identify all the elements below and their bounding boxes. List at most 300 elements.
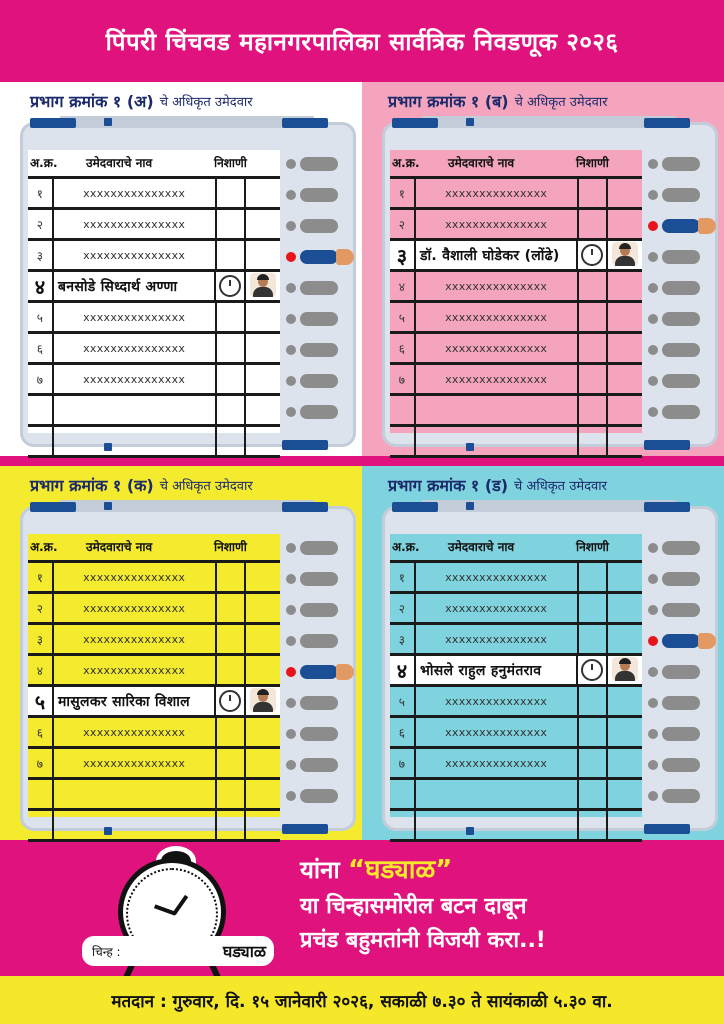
candidate-photo	[606, 427, 642, 455]
candidate-row	[390, 746, 642, 777]
candidate-name: xxxxxxxxxxxxxxx	[414, 210, 577, 238]
candidate-name: xxxxxxxxxxxxxxx	[52, 625, 215, 653]
candidate-name: भोसले राहुल हनुमंतराव	[414, 656, 576, 684]
candidate-photo	[606, 334, 642, 362]
candidate-photo	[606, 241, 642, 269]
vote-button-row	[644, 365, 718, 396]
candidate-name: xxxxxxxxxxxxxxx	[414, 334, 577, 362]
candidate-name: xxxxxxxxxxxxxxx	[414, 303, 577, 331]
indicator-light	[286, 574, 296, 584]
vote-button[interactable]	[300, 312, 338, 326]
candidate-symbol	[577, 334, 607, 362]
vote-button[interactable]	[300, 374, 338, 388]
vote-button-row	[644, 179, 718, 210]
vote-button-row	[644, 210, 718, 241]
candidate-name	[52, 780, 215, 808]
vote-button[interactable]	[300, 541, 338, 555]
candidate-number: ४	[398, 279, 406, 294]
candidate-name: xxxxxxxxxxxxxxx	[414, 563, 577, 591]
candidate-symbol	[214, 687, 244, 715]
indicator-light	[648, 252, 658, 262]
candidate-row	[28, 622, 280, 653]
candidate-row	[28, 591, 280, 622]
candidate-photo	[244, 334, 280, 362]
vote-button[interactable]	[300, 157, 338, 171]
vote-button[interactable]	[300, 343, 338, 357]
candidate-number: २	[36, 217, 44, 232]
ward-heading	[30, 82, 253, 120]
vote-button[interactable]	[300, 696, 338, 710]
vote-button-row	[282, 625, 356, 656]
header-symbol: निशाणी	[576, 540, 609, 554]
candidate-row-highlight	[28, 684, 280, 715]
candidate-row	[390, 207, 642, 238]
candidate-name: xxxxxxxxxxxxxxx	[414, 272, 577, 300]
indicator-light	[648, 543, 658, 553]
candidate-name: xxxxxxxxxxxxxxx	[414, 179, 577, 207]
indicator-light	[648, 407, 658, 417]
vote-button[interactable]	[300, 758, 338, 772]
candidate-row	[28, 653, 280, 684]
candidate-name: xxxxxxxxxxxxxxx	[52, 241, 215, 269]
candidate-row	[28, 808, 280, 842]
header-symbol: निशाणी	[214, 156, 247, 170]
clock-icon	[581, 659, 603, 681]
vote-button[interactable]	[662, 188, 700, 202]
ward-number: प्रभाग क्रमांक १ (ब)	[388, 92, 509, 111]
candidate-symbol	[577, 365, 607, 393]
ward-panel	[0, 82, 362, 456]
candidate-name: xxxxxxxxxxxxxxx	[52, 210, 215, 238]
candidate-number: १	[36, 570, 44, 585]
vote-button[interactable]	[662, 665, 700, 679]
candidate-number: ३	[36, 632, 44, 647]
vote-button[interactable]	[300, 603, 338, 617]
candidate-row	[390, 684, 642, 715]
clock-icon	[219, 275, 241, 297]
candidate-number: ६	[398, 725, 406, 740]
vote-button-row	[282, 365, 356, 396]
candidate-symbol	[215, 179, 245, 207]
vote-button-column	[644, 532, 718, 811]
candidate-name: xxxxxxxxxxxxxxx	[52, 594, 215, 622]
header-name: उमेदवाराचे नाव	[448, 540, 515, 554]
header-name: उमेदवाराचे नाव	[86, 156, 153, 170]
indicator-light	[286, 314, 296, 324]
candidate-row	[28, 746, 280, 777]
indicator-light	[286, 376, 296, 386]
vote-button[interactable]	[662, 727, 700, 741]
candidate-photo	[244, 718, 280, 746]
vote-button[interactable]	[662, 250, 700, 264]
candidate-symbol	[215, 594, 245, 622]
vote-button[interactable]	[300, 405, 338, 419]
vote-button-row	[282, 148, 356, 179]
candidate-symbol	[215, 811, 245, 839]
candidate-photo	[244, 594, 280, 622]
candidate-name	[52, 427, 215, 455]
ward-subtitle: चे अधिकृत उमेदवार	[159, 479, 253, 494]
candidate-photo	[606, 303, 642, 331]
candidate-symbol	[577, 749, 607, 777]
header-name: उमेदवाराचे नाव	[86, 540, 153, 554]
indicator-light	[286, 252, 296, 262]
ward-subtitle: चे अधिकृत उमेदवार	[514, 95, 608, 110]
appeal-symbol-name: “घड्याळ”	[348, 855, 453, 885]
ballot-sheet	[28, 150, 280, 433]
candidate-row	[28, 176, 280, 207]
vote-button-row	[282, 718, 356, 749]
vote-button[interactable]	[662, 405, 700, 419]
vote-button-row	[282, 272, 356, 303]
ballot-machine	[20, 122, 356, 447]
candidate-row	[28, 424, 280, 458]
candidate-symbol	[577, 594, 607, 622]
candidate-row	[390, 393, 642, 424]
candidate-photo	[606, 396, 642, 424]
indicator-light	[648, 636, 658, 646]
candidate-number: २	[398, 601, 406, 616]
vote-button[interactable]	[662, 789, 700, 803]
vote-button[interactable]	[662, 696, 700, 710]
vote-button-row	[644, 241, 718, 272]
candidate-row-highlight	[390, 238, 642, 269]
header-symbol: निशाणी	[214, 540, 247, 554]
header-name: उमेदवाराचे नाव	[448, 156, 515, 170]
vote-button[interactable]	[300, 219, 338, 233]
vote-button-row	[644, 780, 718, 811]
candidate-symbol	[215, 718, 245, 746]
indicator-light	[286, 667, 296, 677]
vote-button[interactable]	[662, 281, 700, 295]
pointing-hand-icon	[336, 664, 354, 680]
vote-button-row	[644, 532, 718, 563]
candidate-name: xxxxxxxxxxxxxxx	[414, 749, 577, 777]
indicator-light	[648, 667, 658, 677]
candidate-row-highlight	[390, 653, 642, 684]
candidate-row	[390, 622, 642, 653]
vote-button[interactable]	[300, 572, 338, 586]
candidate-photo	[244, 427, 280, 455]
candidate-symbol	[215, 625, 245, 653]
clock-icon	[219, 690, 241, 712]
vote-button[interactable]	[300, 634, 338, 648]
symbol-key: चिन्ह :	[92, 944, 121, 959]
indicator-light	[286, 190, 296, 200]
candidate-photo	[606, 272, 642, 300]
candidate-symbol	[215, 334, 245, 362]
ballot-header	[390, 150, 642, 174]
indicator-light	[648, 314, 658, 324]
ballot-header	[28, 534, 280, 558]
candidate-photo	[606, 811, 642, 839]
vote-button[interactable]	[662, 758, 700, 772]
candidate-name: xxxxxxxxxxxxxxx	[52, 365, 215, 393]
candidate-row	[28, 207, 280, 238]
candidate-number: ७	[398, 756, 406, 771]
vote-button[interactable]	[300, 789, 338, 803]
candidate-photo	[606, 594, 642, 622]
vote-button-row	[282, 241, 356, 272]
candidate-number: १	[398, 186, 406, 201]
candidate-photo-icon	[612, 657, 638, 681]
candidate-number: ४	[396, 658, 408, 683]
appeal-line1: यांना	[300, 856, 349, 884]
candidate-row	[390, 362, 642, 393]
header-sr: अ.क्र.	[30, 540, 58, 554]
vote-button-row	[282, 749, 356, 780]
candidate-symbol	[577, 179, 607, 207]
vote-button[interactable]	[300, 250, 338, 264]
vote-button[interactable]	[300, 665, 338, 679]
ward-panel	[362, 466, 724, 840]
ballot-machine	[20, 506, 356, 831]
vote-button-row	[644, 334, 718, 365]
candidate-row	[28, 393, 280, 424]
indicator-light	[648, 190, 658, 200]
candidate-row	[390, 269, 642, 300]
candidate-number: ७	[36, 372, 44, 387]
candidate-photo	[606, 780, 642, 808]
indicator-light	[286, 791, 296, 801]
pointing-hand-icon	[698, 218, 716, 234]
candidate-symbol	[215, 656, 245, 684]
candidate-symbol	[577, 396, 607, 424]
candidate-photo	[244, 780, 280, 808]
vote-button[interactable]	[300, 281, 338, 295]
candidate-name: xxxxxxxxxxxxxxx	[52, 303, 215, 331]
candidate-photo	[244, 179, 280, 207]
vote-button[interactable]	[662, 541, 700, 555]
vote-button-row	[644, 272, 718, 303]
polling-date-footer: मतदान : गुरुवार, दि. १५ जानेवारी २०२६, सकाळी ७.३० ते सायंकाळी ५.३० वा.	[0, 976, 724, 1024]
candidate-name	[52, 396, 215, 424]
ward-heading	[30, 466, 253, 504]
candidate-symbol	[576, 241, 606, 269]
vote-button[interactable]	[662, 572, 700, 586]
candidate-number: ५	[398, 310, 406, 325]
candidate-row	[28, 300, 280, 331]
ward-panel	[0, 466, 362, 840]
candidate-name: xxxxxxxxxxxxxxx	[52, 563, 215, 591]
vote-button-row	[644, 749, 718, 780]
candidate-name: मासुलकर सारिका विशाल	[52, 687, 214, 715]
candidate-number: ७	[36, 756, 44, 771]
candidate-number: २	[36, 601, 44, 616]
indicator-light	[648, 376, 658, 386]
candidate-symbol	[215, 241, 245, 269]
indicator-light	[286, 636, 296, 646]
ballot-header	[28, 150, 280, 174]
candidate-symbol	[576, 656, 606, 684]
candidate-photo	[606, 656, 642, 684]
vote-button[interactable]	[662, 634, 700, 648]
candidate-photo	[606, 563, 642, 591]
indicator-light	[648, 729, 658, 739]
candidate-row	[28, 560, 280, 591]
candidate-symbol	[577, 563, 607, 591]
vote-button-column	[282, 148, 356, 427]
candidate-name	[414, 396, 577, 424]
vote-button-column	[644, 148, 718, 427]
candidate-row	[390, 715, 642, 746]
vote-button-row	[282, 303, 356, 334]
candidate-row	[390, 300, 642, 331]
candidate-symbol	[577, 272, 607, 300]
candidate-name: xxxxxxxxxxxxxxx	[414, 718, 577, 746]
candidate-symbol	[215, 365, 245, 393]
indicator-light	[286, 605, 296, 615]
vote-button[interactable]	[662, 343, 700, 357]
candidate-name	[414, 780, 577, 808]
candidate-name: xxxxxxxxxxxxxxx	[52, 656, 215, 684]
vote-button-row	[282, 656, 356, 687]
candidate-photo	[606, 749, 642, 777]
candidate-photo	[244, 656, 280, 684]
vote-button[interactable]	[662, 603, 700, 617]
indicator-light	[648, 760, 658, 770]
candidate-symbol	[215, 749, 245, 777]
indicator-light	[286, 760, 296, 770]
candidate-row	[390, 424, 642, 458]
ward-subtitle: चे अधिकृत उमेदवार	[514, 479, 607, 494]
candidate-row	[390, 777, 642, 808]
vote-button[interactable]	[662, 157, 700, 171]
candidate-photo	[606, 179, 642, 207]
symbol-value: घड्याळ	[222, 942, 266, 961]
vote-button-row	[644, 396, 718, 427]
candidate-name: xxxxxxxxxxxxxxx	[52, 749, 215, 777]
candidate-photo	[244, 241, 280, 269]
candidate-name: xxxxxxxxxxxxxxx	[414, 594, 577, 622]
candidate-name: xxxxxxxxxxxxxxx	[52, 179, 215, 207]
ballot-machine	[382, 506, 718, 831]
poster-title: पिंपरी चिंचवड महानगरपालिका सार्वत्रिक निवडणूक २०२६	[105, 27, 619, 56]
ballot-sheet	[390, 150, 642, 433]
vote-button[interactable]	[300, 188, 338, 202]
vote-button-row	[644, 148, 718, 179]
candidate-number: ५	[398, 694, 406, 709]
vote-button-row	[644, 687, 718, 718]
vote-button-row	[282, 594, 356, 625]
candidate-symbol	[577, 210, 607, 238]
vote-button-row	[644, 718, 718, 749]
ward-number: प्रभाग क्रमांक १ (ड)	[388, 476, 509, 495]
candidate-symbol	[215, 396, 245, 424]
vote-button[interactable]	[662, 312, 700, 326]
indicator-light	[648, 698, 658, 708]
candidate-photo	[244, 687, 280, 715]
appeal-line2: या चिन्हासमोरील बटन दाबून	[300, 894, 527, 919]
candidate-symbol	[215, 210, 245, 238]
candidate-photo	[606, 210, 642, 238]
candidate-number: १	[398, 570, 406, 585]
candidate-number: ३	[398, 632, 406, 647]
candidate-row	[390, 176, 642, 207]
ballot-machine	[382, 122, 718, 447]
candidate-symbol	[215, 780, 245, 808]
candidate-symbol	[577, 625, 607, 653]
vote-button-row	[282, 334, 356, 365]
appeal-text	[300, 850, 546, 954]
ward-panel	[362, 82, 724, 456]
candidate-name	[414, 811, 577, 839]
ward-heading	[388, 82, 608, 120]
candidate-number: ६	[36, 341, 44, 356]
candidate-name	[414, 427, 577, 455]
indicator-light	[648, 159, 658, 169]
candidate-row	[28, 362, 280, 393]
indicator-light	[648, 574, 658, 584]
indicator-light	[286, 283, 296, 293]
vote-button-row	[282, 396, 356, 427]
candidate-photo	[244, 210, 280, 238]
indicator-light	[648, 221, 658, 231]
candidate-photo	[244, 749, 280, 777]
ward-number: प्रभाग क्रमांक १ (अ)	[30, 92, 154, 111]
candidate-number: ३	[396, 243, 408, 268]
candidate-number: ४	[36, 663, 44, 678]
candidate-row-highlight	[28, 269, 280, 300]
indicator-light	[286, 729, 296, 739]
candidate-photo-icon	[250, 688, 276, 712]
vote-button-column	[282, 532, 356, 811]
ward-subtitle: चे अधिकृत उमेदवार	[159, 95, 253, 110]
candidate-row	[28, 715, 280, 746]
candidate-row	[28, 331, 280, 362]
candidate-photo	[244, 563, 280, 591]
candidate-symbol	[577, 427, 607, 455]
poster-title-bar	[0, 0, 724, 82]
indicator-light	[286, 407, 296, 417]
vote-button-row	[282, 179, 356, 210]
candidate-symbol	[577, 303, 607, 331]
ballot-sheet	[390, 534, 642, 817]
candidate-symbol	[577, 780, 607, 808]
candidate-symbol	[577, 718, 607, 746]
candidate-name: xxxxxxxxxxxxxxx	[52, 718, 215, 746]
candidate-photo	[244, 811, 280, 839]
candidate-name: डॉ. वैशाली घोडेकर (लोंढे)	[414, 241, 576, 269]
vote-button-row	[282, 780, 356, 811]
vote-button[interactable]	[662, 219, 700, 233]
appeal-line3: प्रचंड बहुमतांनी विजयी करा..!	[300, 928, 546, 953]
candidate-photo-icon	[612, 242, 638, 266]
vote-button[interactable]	[300, 727, 338, 741]
candidate-name: xxxxxxxxxxxxxxx	[414, 687, 577, 715]
candidate-symbol	[215, 303, 245, 331]
candidate-number: १	[36, 186, 44, 201]
candidate-row	[28, 777, 280, 808]
call-to-action	[0, 840, 724, 976]
vote-button-row	[282, 532, 356, 563]
candidate-symbol	[577, 811, 607, 839]
candidate-row	[28, 238, 280, 269]
indicator-light	[648, 791, 658, 801]
candidate-number: ७	[398, 372, 406, 387]
vote-button[interactable]	[662, 374, 700, 388]
indicator-light	[286, 543, 296, 553]
candidate-photo	[244, 272, 280, 300]
candidate-row	[390, 591, 642, 622]
vote-button-row	[282, 210, 356, 241]
candidate-photo	[606, 718, 642, 746]
candidate-symbol	[577, 687, 607, 715]
candidate-number: २	[398, 217, 406, 232]
indicator-light	[648, 605, 658, 615]
candidate-photo	[244, 625, 280, 653]
pointing-hand-icon	[698, 633, 716, 649]
